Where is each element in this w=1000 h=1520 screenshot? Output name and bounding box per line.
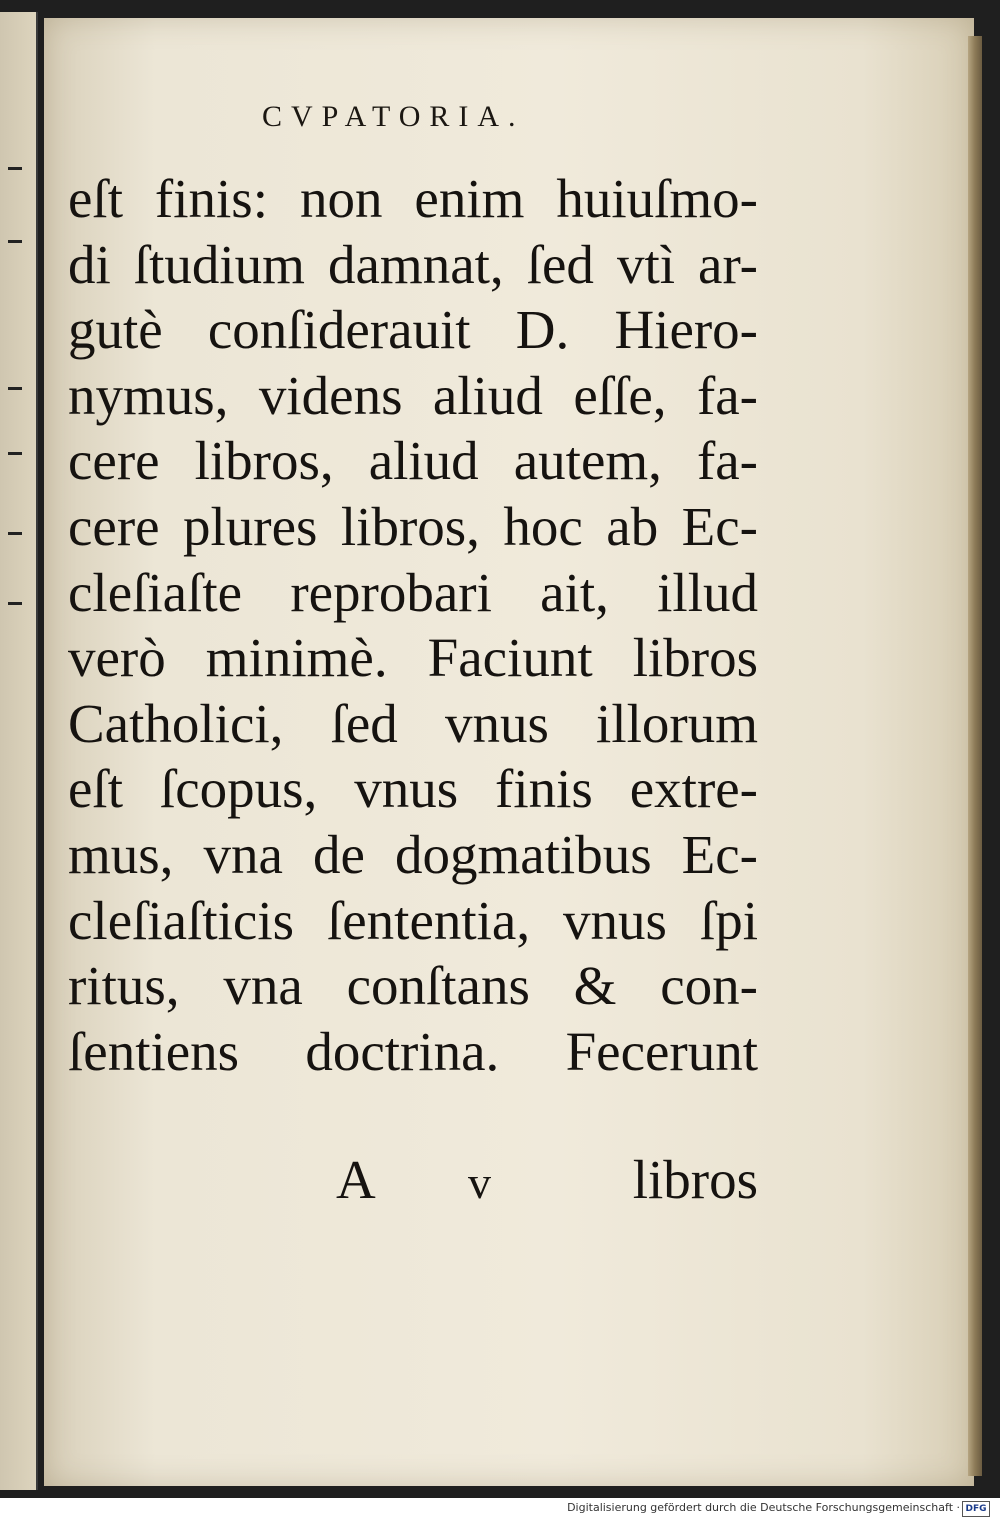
text-line: eſt finis: non enim huiuſmo- [68, 168, 758, 229]
facing-page-mark [8, 452, 22, 455]
facing-page-mark [8, 167, 22, 170]
text-line: cere libros, aliud autem, fa- [68, 430, 758, 492]
dfg-logo-icon: DFG [962, 1501, 990, 1517]
body-text [68, 166, 758, 1084]
text-line: mus, vna de dogmatibus Ec- [68, 823, 758, 885]
text-line: Catholici, ſed vnus illorum [68, 692, 758, 754]
text-line: gutè conſiderauit D. Hiero- [68, 299, 758, 361]
facing-page-mark [8, 387, 22, 390]
funding-credit: Digitalisierung gefördert durch die Deutsche Forschungsgemeinschaft · [567, 1501, 960, 1514]
facing-page-mark [8, 240, 22, 243]
signature-mark: A [336, 1149, 376, 1210]
text-line: verò minimè. Faciunt libros [68, 627, 758, 689]
page-fore-edge [968, 36, 982, 1476]
facing-page-edge [0, 12, 38, 1490]
book-page [44, 18, 974, 1486]
catchword: libros [632, 1149, 758, 1210]
text-line: nymus, videns aliud eſſe, fa- [68, 364, 758, 426]
signature-numeral: v [468, 1157, 491, 1208]
signature-line [68, 1148, 758, 1214]
text-line: di ſtudium damnat, ſed vtì ar- [68, 233, 758, 295]
text-line: eſt ſcopus, vnus finis extre- [68, 758, 758, 820]
text-line: cere plures libros, hoc ab Ec- [68, 495, 758, 557]
text-line: ſentiens doctrina. Fecerunt [68, 1020, 758, 1082]
text-line: cleſiaſticis ſententia, vnus ſpi [68, 889, 758, 951]
facing-page-mark [8, 532, 22, 535]
facing-page-mark [8, 602, 22, 605]
running-title: CVPATORIA. [262, 100, 525, 133]
footer-bar [0, 1498, 1000, 1520]
text-line: ritus, vna conſtans & con- [68, 955, 758, 1017]
text-line: cleſiaſte reprobari ait, illud [68, 561, 758, 623]
